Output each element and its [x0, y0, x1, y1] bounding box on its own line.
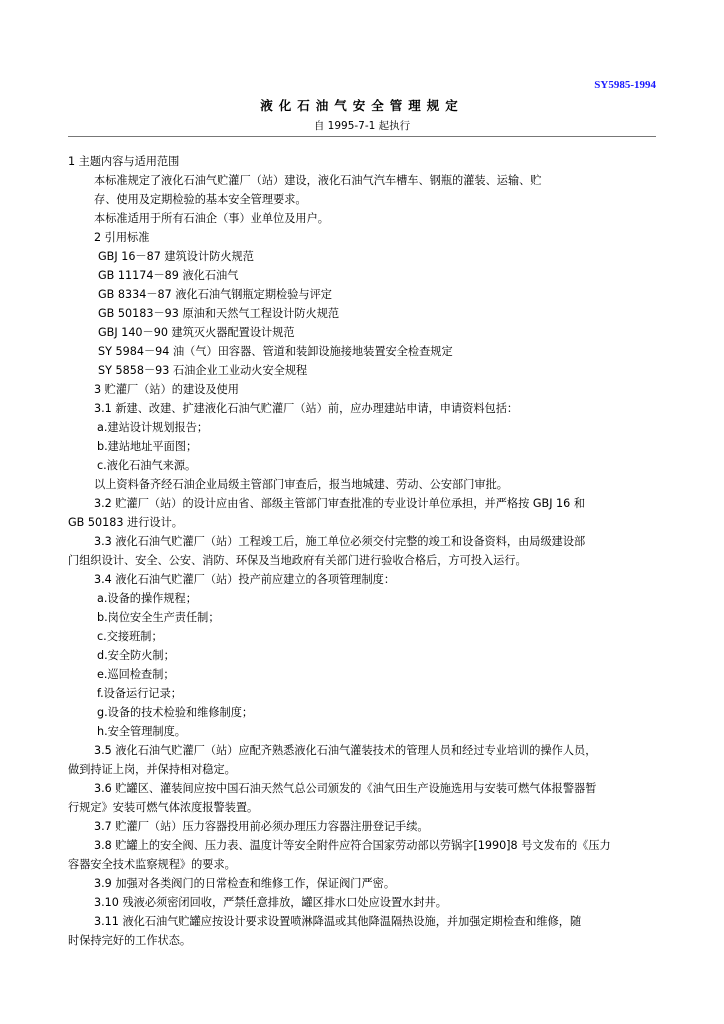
text-line: 3 贮灌厂（站）的建设及使用: [94, 383, 239, 396]
header-divider: [68, 136, 656, 137]
effective-date: 自 1995-7-1 起执行: [313, 120, 411, 132]
text-line: 以上资料备齐经石油企业局级主管部门审查后，报当地城建、劳动、公安部门审批。: [94, 478, 508, 491]
text-line: b.建站地址平面图；: [97, 440, 198, 453]
text-line: 1 主题内容与适用范围: [68, 155, 180, 168]
text-line: 3.2 贮灌厂（站）的设计应由省、部级主管部门审查批准的专业设计单位承担，并严格按 GBJ 16 和: [94, 497, 586, 510]
text-line: 存、使用及定期检验的基本安全管理要求。: [94, 193, 307, 206]
text-line: GB 50183 进行设计。: [68, 516, 183, 529]
text-line: c.液化石油气来源。: [97, 459, 197, 472]
text-line: b.岗位安全生产责任制；: [97, 611, 220, 624]
text-line: 2 引用标准: [94, 231, 150, 244]
text-line: 3.10 残液必须密闭回收，严禁任意排放，罐区排水口处应设置水封井。: [94, 896, 447, 909]
text-line: SY 5858－93 石油企业工业动火安全规程: [98, 364, 308, 377]
text-line: h.安全管理制度。: [97, 725, 186, 738]
text-line: c.交接班制；: [97, 630, 163, 643]
text-line: GB 8334－87 液化石油气钢瓶定期检验与评定: [98, 288, 332, 301]
text-line: 做到持证上岗，并保持相对稳定。: [68, 763, 236, 776]
text-line: 3.9 加强对各类阀门的日常检查和维修工作，保证阀门严密。: [94, 877, 396, 890]
text-line: g.设备的技术检验和维修制度；: [97, 706, 254, 719]
text-line: f.设备运行记录；: [97, 687, 182, 700]
text-line: SY 5984－94 油（气）田容器、管道和装卸设施接地装置安全检查规定: [98, 345, 453, 358]
document-title: 液化石油气安全管理规定: [260, 98, 464, 113]
text-line: 容器安全技术监察规程》的要求。: [68, 858, 236, 871]
standard-code: SY5985-1994: [594, 79, 656, 91]
text-line: 3.6 贮罐区、灌装间应按中国石油天然气总公司颁发的《油气田生产设施选用与安装可燃气体报警器暂: [94, 782, 597, 795]
text-line: GB 50183－93 原油和天然气工程设计防火规范: [98, 307, 340, 320]
text-line: 时保持完好的工作状态。: [68, 934, 192, 947]
text-line: 行规定》安装可燃气体浓度报警装置。: [68, 801, 259, 814]
text-line: a.设备的操作规程；: [97, 592, 197, 605]
text-line: 门组织设计、安全、公安、消防、环保及当地政府有关部门进行验收合格后，方可投入运行。: [68, 554, 527, 567]
document-body: [68, 152, 658, 950]
text-line: 3.3 液化石油气贮灌厂（站）工程竣工后，施工单位必须交付完整的竣工和设备资料，由局级建设部: [94, 535, 586, 548]
text-line: GB 11174－89 液化石油气: [98, 269, 239, 282]
text-line: GBJ 16－87 建筑设计防火规范: [98, 250, 254, 263]
text-line: 本标准适用于所有石油企（事）业单位及用户。: [94, 212, 329, 225]
text-line: 3.8 贮罐上的安全阀、压力表、温度计等安全附件应符合国家劳动部以劳锅字[1990]8 号文发布的《压力: [94, 839, 611, 852]
text-line: 3.4 液化石油气贮灌厂（站）投产前应建立的各项管理制度：: [94, 573, 396, 586]
text-line: d.安全防火制；: [97, 649, 175, 662]
text-line: 3.5 液化石油气贮灌厂（站）应配齐熟悉液化石油气灌装技术的管理人员和经过专业培训的操作人员，: [94, 744, 597, 757]
text-line: e.巡回检查制；: [97, 668, 175, 681]
text-line: 3.7 贮灌厂（站）压力容器投用前必须办理压力容器注册登记手续。: [94, 820, 429, 833]
text-line: 3.1 新建、改建、扩建液化石油气贮灌厂（站）前，应办理建站申请，申请资料包括：: [94, 402, 519, 415]
text-line: GBJ 140－90 建筑灭火器配置设计规范: [98, 326, 295, 339]
text-line: 3.11 液化石油气贮罐应按设计要求设置喷淋降温或其他降温隔热设施，并加强定期检查和维修，随: [94, 915, 582, 928]
text-line: 本标准规定了液化石油气贮灌厂（站）建设，液化石油气汽车槽车、钢瓶的灌装、运输、贮: [94, 174, 542, 187]
text-line: a.建站设计规划报告；: [97, 421, 209, 434]
